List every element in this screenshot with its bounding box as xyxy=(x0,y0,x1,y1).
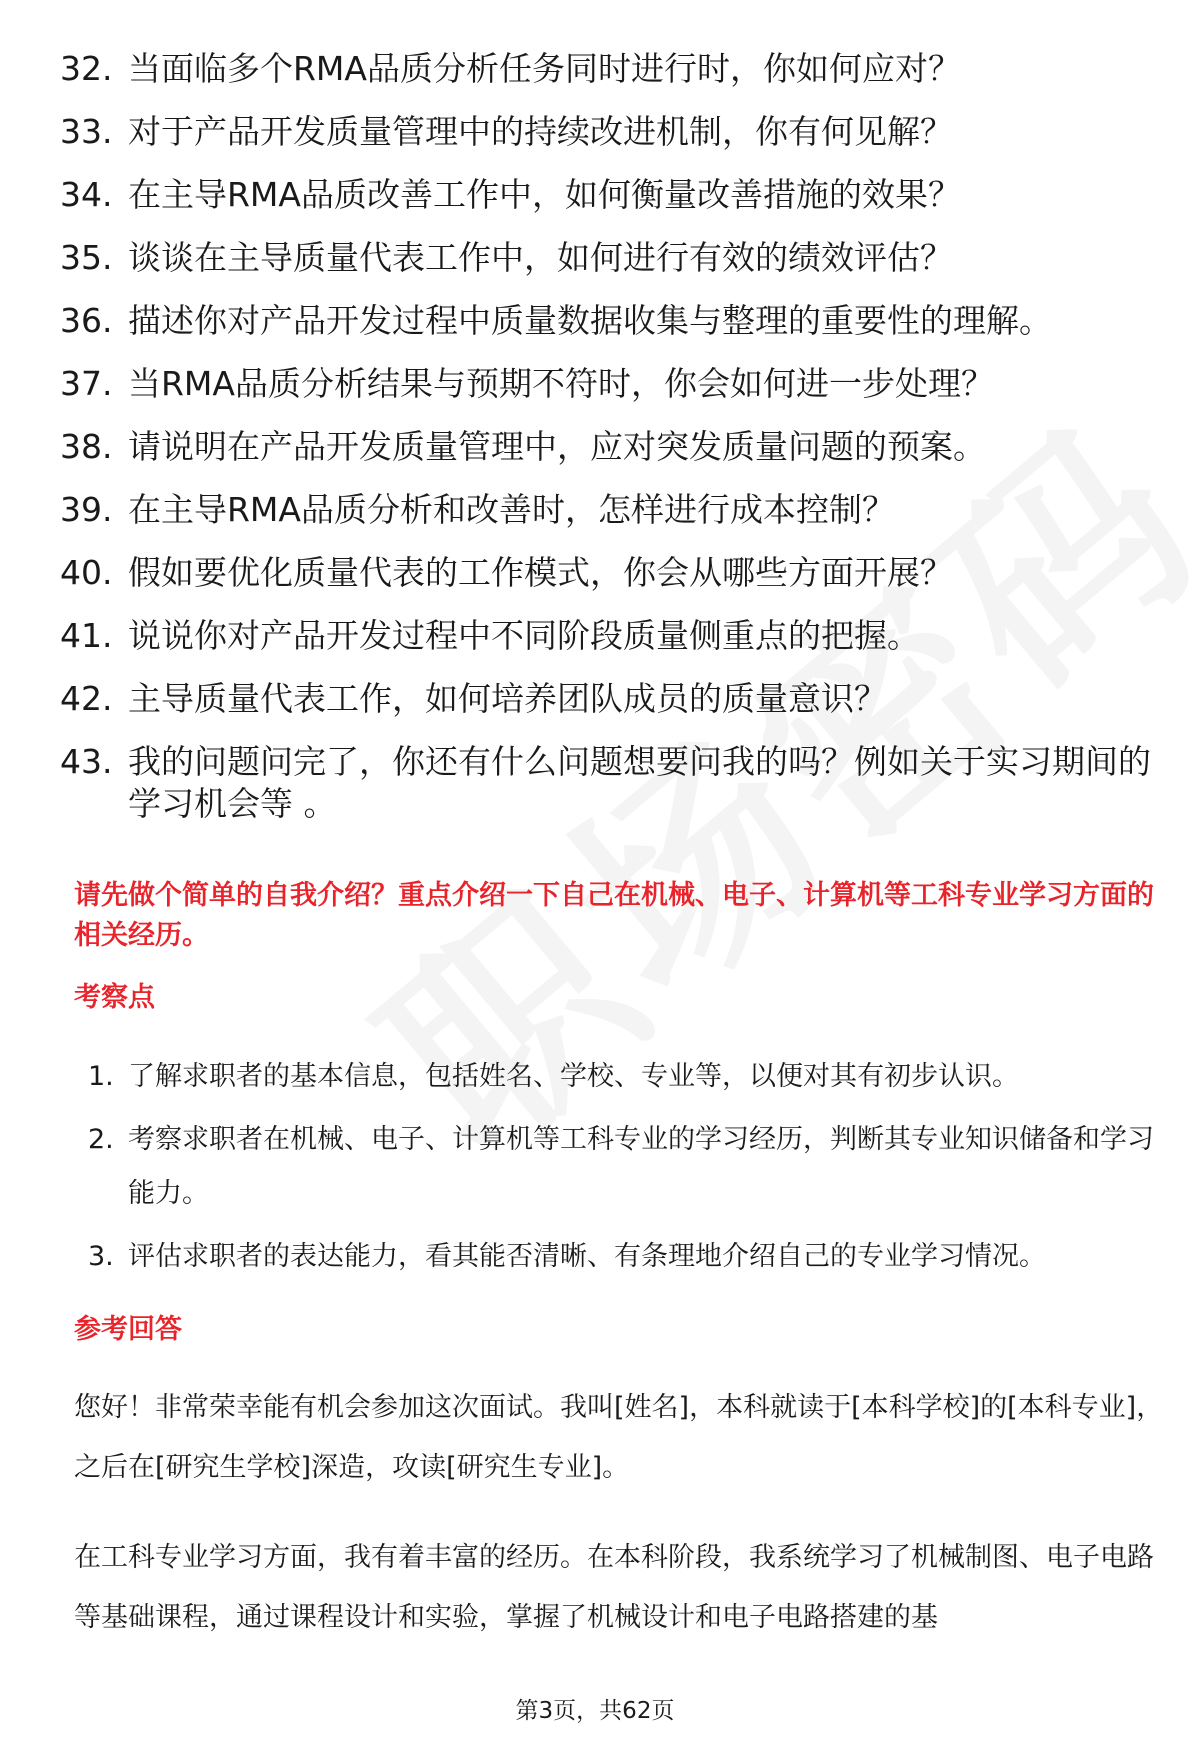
list-item xyxy=(88,1050,1164,1104)
question-text: 当面临多个RMA品质分析任务同时进行时，你如何应对？ xyxy=(128,49,961,88)
question-list xyxy=(60,48,1160,846)
answer-label: 参考回答 xyxy=(74,1314,182,1345)
question-text: 主导质量代表工作，如何培养团队成员的质量意识？ xyxy=(128,679,887,718)
question-text: 描述你对产品开发过程中质量数据收集与整理的重要性的理解。 xyxy=(128,301,1052,340)
list-item xyxy=(88,1113,1164,1221)
list-item xyxy=(60,678,1160,720)
question-number: 37. xyxy=(60,364,113,403)
question-number: 43. xyxy=(60,742,113,781)
question-title: 请先做个简单的自我介绍？重点介绍一下自己在机械、电子、计算机等工科专业学习方面的相关经历。 xyxy=(74,880,1154,951)
question-number: 34. xyxy=(60,175,113,214)
list-item xyxy=(60,489,1160,531)
question-text: 在主导RMA品质分析和改善时，怎样进行成本控制？ xyxy=(128,490,895,529)
answer-paragraph: 在工科专业学习方面，我有着丰富的经历。在本科阶段，我系统学习了机械制图、电子电路等基础课程，通过课程设计和实验，掌握了机械设计和电子电路搭建的基 xyxy=(74,1542,1154,1633)
point-text: 了解求职者的基本信息，包括姓名、学校、专业等，以便对其有初步认识。 xyxy=(128,1061,1019,1092)
question-text: 谈谈在主导质量代表工作中，如何进行有效的绩效评估？ xyxy=(128,238,953,277)
page-number: 第3页，共62页 xyxy=(515,1698,675,1724)
list-item xyxy=(60,552,1160,594)
answer-paragraph: 您好！非常荣幸能有机会参加这次面试。我叫[姓名]，本科就读于[本科学校]的[本科专业]，之后在[研究生学校]深造，攻读[研究生专业]。 xyxy=(74,1392,1164,1483)
question-number: 36. xyxy=(60,301,113,340)
question-number: 32. xyxy=(60,49,113,88)
question-number: 33. xyxy=(60,112,113,151)
question-text: 对于产品开发质量管理中的持续改进机制，你有何见解？ xyxy=(128,112,953,151)
question-number: 41. xyxy=(60,616,113,655)
assessment-list xyxy=(88,1050,1164,1293)
question-text: 假如要优化质量代表的工作模式，你会从哪些方面开展？ xyxy=(128,553,953,592)
list-item xyxy=(60,426,1160,468)
list-item xyxy=(60,300,1160,342)
point-number: 1. xyxy=(88,1061,114,1092)
assessment-label: 考察点 xyxy=(74,982,155,1013)
point-number: 3. xyxy=(88,1241,114,1272)
question-text: 在主导RMA品质改善工作中，如何衡量改善措施的效果？ xyxy=(128,175,961,214)
question-number: 35. xyxy=(60,238,113,277)
list-item xyxy=(60,615,1160,657)
point-text: 考察求职者在机械、电子、计算机等工科专业的学习经历，判断其专业知识储备和学习能力。 xyxy=(128,1124,1154,1209)
list-item xyxy=(60,174,1160,216)
question-number: 42. xyxy=(60,679,113,718)
question-number: 38. xyxy=(60,427,113,466)
question-text: 我的问题问完了，你还有什么问题想要问我的吗？例如关于实习期间的学习机会等 。 xyxy=(128,742,1151,823)
list-item xyxy=(60,741,1160,825)
list-item xyxy=(88,1230,1164,1284)
list-item xyxy=(60,48,1160,90)
point-text: 评估求职者的表达能力，看其能否清晰、有条理地介绍自己的专业学习情况。 xyxy=(128,1241,1046,1272)
list-item xyxy=(60,111,1160,153)
question-text: 请说明在产品开发质量管理中，应对突发质量问题的预案。 xyxy=(128,427,986,466)
list-item xyxy=(60,237,1160,279)
question-number: 39. xyxy=(60,490,113,529)
point-number: 2. xyxy=(88,1124,114,1155)
list-item xyxy=(60,363,1160,405)
question-number: 40. xyxy=(60,553,113,592)
question-text: 当RMA品质分析结果与预期不符时，你会如何进一步处理？ xyxy=(128,364,994,403)
question-text: 说说你对产品开发过程中不同阶段质量侧重点的把握。 xyxy=(128,616,920,655)
